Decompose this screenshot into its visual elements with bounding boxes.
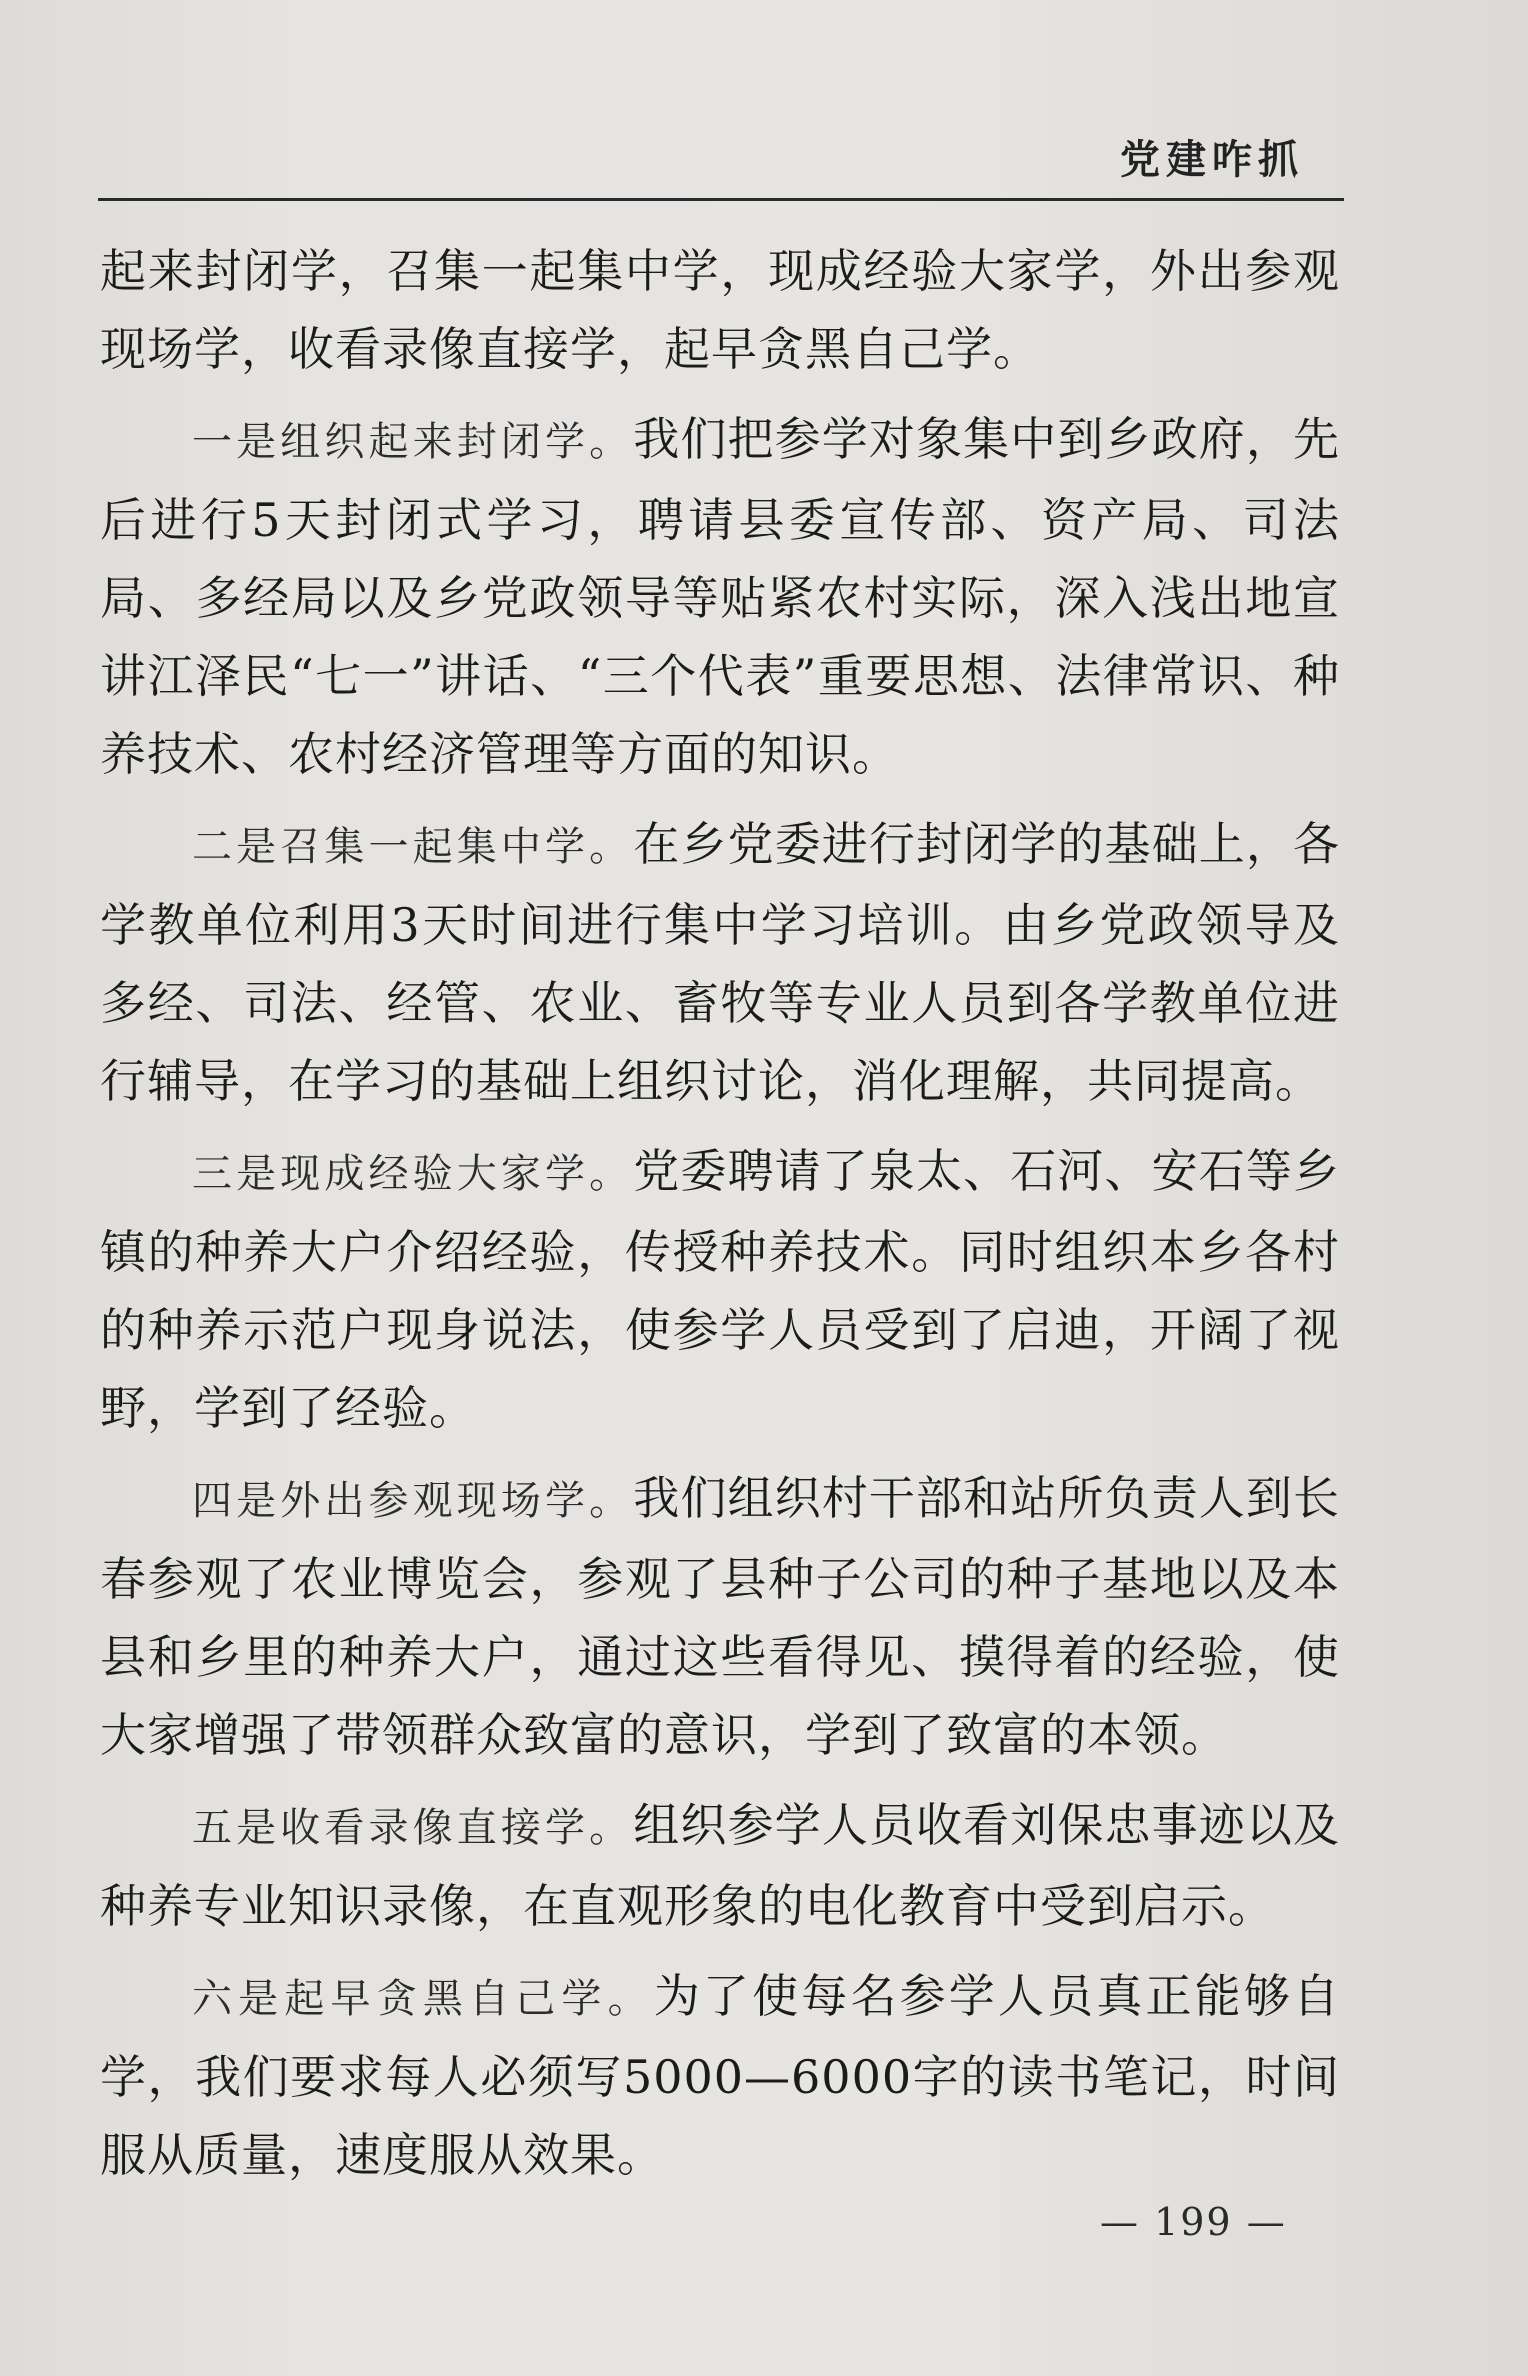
running-header — [98, 120, 1344, 201]
paragraph-text: 起来封闭学，召集一起集中学，现成经验大家学，外出参观现场学，收看录像直接学，起早贪黑自己学。 — [100, 244, 1340, 376]
paragraph-5 — [100, 1786, 1340, 1945]
paragraph-lead: 三是现成经验大家学。 — [192, 1151, 634, 1197]
paragraph-lead: 五是收看录像直接学。 — [192, 1805, 634, 1851]
paragraph-2 — [100, 805, 1340, 1120]
paragraph-1 — [100, 400, 1340, 793]
paragraph-lead: 二是召集一起集中学。 — [192, 824, 634, 870]
paragraph-6 — [100, 1957, 1340, 2194]
paragraph-text: 为了使每名参学人员真正能够自学，我们要求每人必须写5000—6000字的读书笔记，时间服从质量，速度服从效果。 — [100, 1969, 1341, 2182]
paragraph-4 — [100, 1459, 1340, 1774]
paragraph-text: 我们组织村干部和站所负责人到长春参观了农业博览会，参观了县种子公司的种子基地以及本县和乡里的种养大户，通过这些看得见、摸得着的经验，使大家增强了带领群众致富的意识，学到了致富的本领。 — [100, 1471, 1340, 1762]
page-number: — 199 — — [1100, 2200, 1287, 2244]
paragraph-continued — [100, 232, 1340, 388]
paragraph-text: 党委聘请了泉太、石河、安石等乡镇的种养大户介绍经验，传授种养技术。同时组织本乡各村的种养示范户现身说法，使参学人员受到了启迪，开阔了视野，学到了经验。 — [100, 1144, 1340, 1435]
paragraph-lead: 六是起早贪黑自己学。 — [192, 1976, 654, 2022]
paragraph-text: 在乡党委进行封闭学的基础上，各学教单位利用3天时间进行集中学习培训。由乡党政领导及多经、司法、经管、农业、畜牧等专业人员到各学教单位进行辅导，在学习的基础上组织讨论，消化理解，共同提高。 — [100, 817, 1340, 1108]
paragraph-3 — [100, 1132, 1340, 1447]
paragraph-lead: 四是外出参观现场学。 — [192, 1478, 634, 1524]
body-text — [100, 232, 1340, 2194]
paragraph-text: 我们把参学对象集中到乡政府，先后进行5天封闭式学习，聘请县委宣传部、资产局、司法局、多经局以及乡党政领导等贴紧农村实际，深入浅出地宣讲江泽民“七一”讲话、“三个代表”重要思想、法律常识、种养技术、农村经济管理等方面的知识。 — [100, 412, 1340, 781]
paragraph-text: 组织参学人员收看刘保忠事迹以及种养专业知识录像，在直观形象的电化教育中受到启示。 — [100, 1798, 1340, 1933]
paragraph-lead: 一是组织起来封闭学。 — [192, 419, 634, 465]
running-header-title: 党建咋抓 — [1120, 137, 1304, 183]
